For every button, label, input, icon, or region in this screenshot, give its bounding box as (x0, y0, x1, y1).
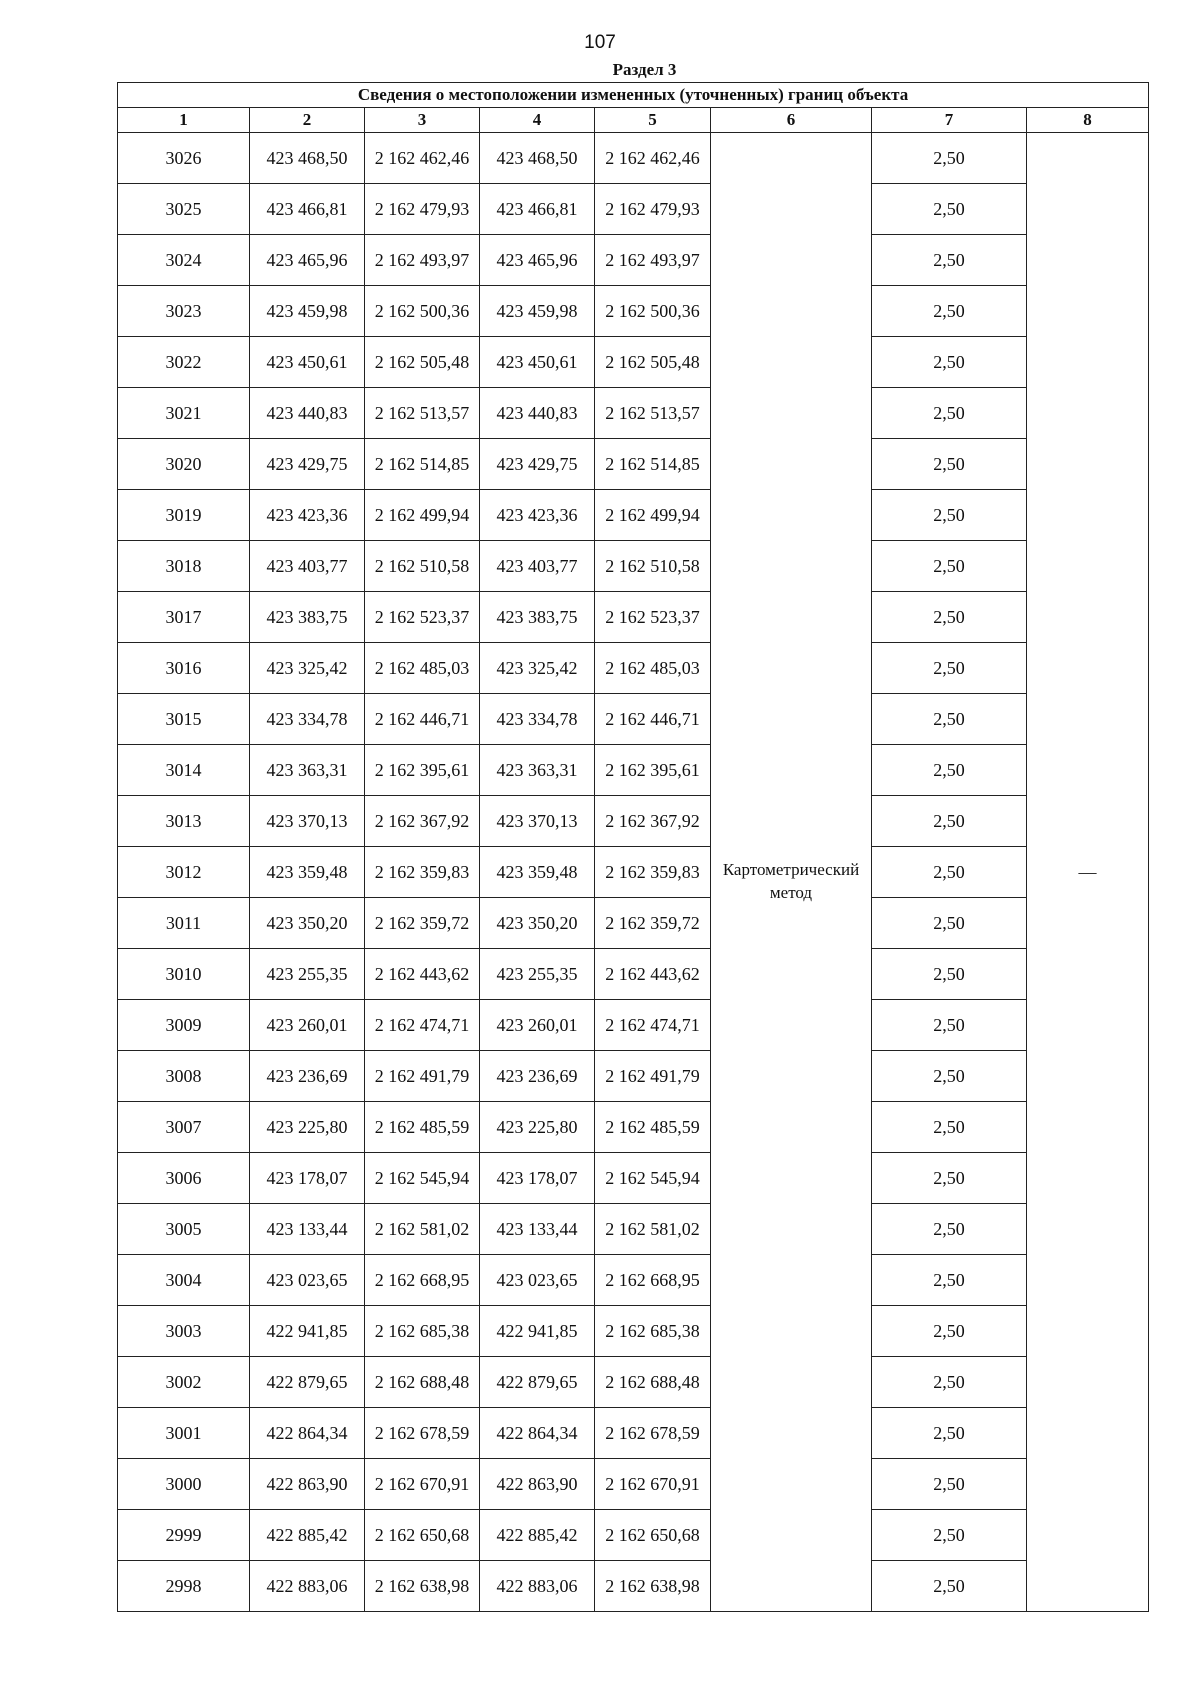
new-x-cell: 423 468,50 (480, 133, 595, 184)
accuracy-cell: 2,50 (872, 1459, 1027, 1510)
column-header: 4 (480, 108, 595, 133)
table-row (118, 133, 1149, 184)
existing-y-cell: 2 162 510,58 (365, 541, 480, 592)
existing-x-cell: 422 863,90 (250, 1459, 365, 1510)
new-x-cell: 423 450,61 (480, 337, 595, 388)
column-header: 6 (711, 108, 872, 133)
page-number: 107 (584, 32, 616, 53)
accuracy-cell: 2,50 (872, 1255, 1027, 1306)
column-8-cell: — (1027, 133, 1149, 1612)
existing-x-cell: 422 864,34 (250, 1408, 365, 1459)
accuracy-cell: 2,50 (872, 1204, 1027, 1255)
table-row (118, 1255, 1149, 1306)
new-y-cell: 2 162 491,79 (595, 1051, 711, 1102)
existing-y-cell: 2 162 670,91 (365, 1459, 480, 1510)
column-header: 2 (250, 108, 365, 133)
existing-y-cell: 2 162 678,59 (365, 1408, 480, 1459)
existing-y-cell: 2 162 638,98 (365, 1561, 480, 1612)
existing-y-cell: 2 162 688,48 (365, 1357, 480, 1408)
table-row (118, 1459, 1149, 1510)
existing-x-cell: 422 941,85 (250, 1306, 365, 1357)
new-y-cell: 2 162 493,97 (595, 235, 711, 286)
existing-x-cell: 422 879,65 (250, 1357, 365, 1408)
existing-y-cell: 2 162 367,92 (365, 796, 480, 847)
existing-x-cell: 423 459,98 (250, 286, 365, 337)
new-y-cell: 2 162 359,83 (595, 847, 711, 898)
new-x-cell: 423 350,20 (480, 898, 595, 949)
existing-y-cell: 2 162 650,68 (365, 1510, 480, 1561)
accuracy-cell: 2,50 (872, 847, 1027, 898)
table-row (118, 1153, 1149, 1204)
new-x-cell: 423 334,78 (480, 694, 595, 745)
point-number-cell: 3006 (118, 1153, 250, 1204)
column-header: 3 (365, 108, 480, 133)
point-number-cell: 3013 (118, 796, 250, 847)
new-y-cell: 2 162 395,61 (595, 745, 711, 796)
existing-y-cell: 2 162 500,36 (365, 286, 480, 337)
new-y-cell: 2 162 443,62 (595, 949, 711, 1000)
existing-y-cell: 2 162 545,94 (365, 1153, 480, 1204)
accuracy-cell: 2,50 (872, 1306, 1027, 1357)
table-row (118, 796, 1149, 847)
table-row (118, 286, 1149, 337)
column-header-row (118, 108, 1149, 133)
existing-y-cell: 2 162 581,02 (365, 1204, 480, 1255)
existing-x-cell: 423 133,44 (250, 1204, 365, 1255)
new-y-cell: 2 162 638,98 (595, 1561, 711, 1612)
accuracy-cell: 2,50 (872, 1408, 1027, 1459)
new-y-cell: 2 162 446,71 (595, 694, 711, 745)
point-number-cell: 3000 (118, 1459, 250, 1510)
table-row (118, 847, 1149, 898)
new-x-cell: 423 370,13 (480, 796, 595, 847)
new-y-cell: 2 162 479,93 (595, 184, 711, 235)
new-y-cell: 2 162 545,94 (595, 1153, 711, 1204)
new-y-cell: 2 162 485,59 (595, 1102, 711, 1153)
point-number-cell: 3012 (118, 847, 250, 898)
section-title: Раздел 3 (612, 60, 677, 79)
new-x-cell: 423 466,81 (480, 184, 595, 235)
table-row (118, 1051, 1149, 1102)
new-x-cell: 422 885,42 (480, 1510, 595, 1561)
existing-x-cell: 423 363,31 (250, 745, 365, 796)
table-row (118, 184, 1149, 235)
point-number-cell: 3024 (118, 235, 250, 286)
table-title: Сведения о местоположении измененных (уточненных) границ объекта (118, 83, 1149, 108)
existing-y-cell: 2 162 505,48 (365, 337, 480, 388)
new-y-cell: 2 162 514,85 (595, 439, 711, 490)
accuracy-cell: 2,50 (872, 1102, 1027, 1153)
table-body (118, 133, 1149, 1612)
table-row (118, 1204, 1149, 1255)
point-number-cell: 3001 (118, 1408, 250, 1459)
accuracy-cell: 2,50 (872, 694, 1027, 745)
new-y-cell: 2 162 500,36 (595, 286, 711, 337)
new-x-cell: 423 383,75 (480, 592, 595, 643)
new-x-cell: 423 225,80 (480, 1102, 595, 1153)
accuracy-cell: 2,50 (872, 745, 1027, 796)
point-number-cell: 3026 (118, 133, 250, 184)
new-y-cell: 2 162 367,92 (595, 796, 711, 847)
existing-y-cell: 2 162 514,85 (365, 439, 480, 490)
point-number-cell: 3003 (118, 1306, 250, 1357)
existing-y-cell: 2 162 499,94 (365, 490, 480, 541)
table-row (118, 745, 1149, 796)
accuracy-cell: 2,50 (872, 1357, 1027, 1408)
table-row (118, 643, 1149, 694)
new-x-cell: 422 879,65 (480, 1357, 595, 1408)
existing-x-cell: 423 370,13 (250, 796, 365, 847)
existing-y-cell: 2 162 395,61 (365, 745, 480, 796)
point-number-cell: 3023 (118, 286, 250, 337)
new-y-cell: 2 162 650,68 (595, 1510, 711, 1561)
existing-x-cell: 423 440,83 (250, 388, 365, 439)
existing-y-cell: 2 162 685,38 (365, 1306, 480, 1357)
table-row (118, 1000, 1149, 1051)
table-row (118, 949, 1149, 1000)
point-number-cell: 3014 (118, 745, 250, 796)
existing-y-cell: 2 162 491,79 (365, 1051, 480, 1102)
table-row (118, 1357, 1149, 1408)
new-x-cell: 423 133,44 (480, 1204, 595, 1255)
accuracy-cell: 2,50 (872, 1510, 1027, 1561)
new-y-cell: 2 162 462,46 (595, 133, 711, 184)
point-number-cell: 3022 (118, 337, 250, 388)
existing-x-cell: 423 383,75 (250, 592, 365, 643)
new-y-cell: 2 162 685,38 (595, 1306, 711, 1357)
point-number-cell: 3025 (118, 184, 250, 235)
accuracy-cell: 2,50 (872, 235, 1027, 286)
existing-x-cell: 423 423,36 (250, 490, 365, 541)
existing-x-cell: 423 403,77 (250, 541, 365, 592)
table-row (118, 1561, 1149, 1612)
point-number-cell: 3016 (118, 643, 250, 694)
table-row (118, 1306, 1149, 1357)
existing-x-cell: 423 334,78 (250, 694, 365, 745)
point-number-cell: 2998 (118, 1561, 250, 1612)
new-x-cell: 423 440,83 (480, 388, 595, 439)
new-x-cell: 423 465,96 (480, 235, 595, 286)
accuracy-cell: 2,50 (872, 898, 1027, 949)
accuracy-cell: 2,50 (872, 1561, 1027, 1612)
new-x-cell: 423 255,35 (480, 949, 595, 1000)
existing-y-cell: 2 162 485,03 (365, 643, 480, 694)
accuracy-cell: 2,50 (872, 1051, 1027, 1102)
existing-x-cell: 423 225,80 (250, 1102, 365, 1153)
boundary-table (117, 82, 1149, 1612)
point-number-cell: 3007 (118, 1102, 250, 1153)
new-x-cell: 423 178,07 (480, 1153, 595, 1204)
existing-y-cell: 2 162 446,71 (365, 694, 480, 745)
new-x-cell: 422 941,85 (480, 1306, 595, 1357)
accuracy-cell: 2,50 (872, 1153, 1027, 1204)
point-number-cell: 3021 (118, 388, 250, 439)
point-number-cell: 3008 (118, 1051, 250, 1102)
accuracy-cell: 2,50 (872, 1000, 1027, 1051)
existing-x-cell: 423 450,61 (250, 337, 365, 388)
point-number-cell: 3002 (118, 1357, 250, 1408)
accuracy-cell: 2,50 (872, 439, 1027, 490)
table-row (118, 337, 1149, 388)
new-x-cell: 423 325,42 (480, 643, 595, 694)
table-row (118, 592, 1149, 643)
new-y-cell: 2 162 485,03 (595, 643, 711, 694)
new-x-cell: 423 363,31 (480, 745, 595, 796)
existing-x-cell: 422 885,42 (250, 1510, 365, 1561)
accuracy-cell: 2,50 (872, 541, 1027, 592)
existing-x-cell: 423 325,42 (250, 643, 365, 694)
table-row (118, 388, 1149, 439)
accuracy-cell: 2,50 (872, 388, 1027, 439)
existing-y-cell: 2 162 493,97 (365, 235, 480, 286)
table-row (118, 1510, 1149, 1561)
new-y-cell: 2 162 688,48 (595, 1357, 711, 1408)
new-x-cell: 423 403,77 (480, 541, 595, 592)
table-row (118, 541, 1149, 592)
table-row (118, 235, 1149, 286)
existing-x-cell: 423 465,96 (250, 235, 365, 286)
existing-y-cell: 2 162 479,93 (365, 184, 480, 235)
point-number-cell: 3011 (118, 898, 250, 949)
accuracy-cell: 2,50 (872, 592, 1027, 643)
point-number-cell: 3009 (118, 1000, 250, 1051)
point-number-cell: 3004 (118, 1255, 250, 1306)
table-row (118, 1102, 1149, 1153)
existing-x-cell: 423 359,48 (250, 847, 365, 898)
new-y-cell: 2 162 668,95 (595, 1255, 711, 1306)
point-number-cell: 3015 (118, 694, 250, 745)
existing-y-cell: 2 162 359,83 (365, 847, 480, 898)
existing-x-cell: 423 255,35 (250, 949, 365, 1000)
existing-y-cell: 2 162 462,46 (365, 133, 480, 184)
new-x-cell: 423 423,36 (480, 490, 595, 541)
existing-x-cell: 423 466,81 (250, 184, 365, 235)
new-x-cell: 423 260,01 (480, 1000, 595, 1051)
existing-x-cell: 423 468,50 (250, 133, 365, 184)
table-row (118, 898, 1149, 949)
new-y-cell: 2 162 670,91 (595, 1459, 711, 1510)
new-y-cell: 2 162 474,71 (595, 1000, 711, 1051)
column-header: 8 (1027, 108, 1149, 133)
existing-y-cell: 2 162 443,62 (365, 949, 480, 1000)
accuracy-cell: 2,50 (872, 643, 1027, 694)
new-y-cell: 2 162 359,72 (595, 898, 711, 949)
new-x-cell: 423 459,98 (480, 286, 595, 337)
new-y-cell: 2 162 678,59 (595, 1408, 711, 1459)
existing-x-cell: 423 023,65 (250, 1255, 365, 1306)
existing-y-cell: 2 162 668,95 (365, 1255, 480, 1306)
accuracy-cell: 2,50 (872, 490, 1027, 541)
existing-x-cell: 423 429,75 (250, 439, 365, 490)
point-number-cell: 2999 (118, 1510, 250, 1561)
existing-x-cell: 423 178,07 (250, 1153, 365, 1204)
existing-x-cell: 422 883,06 (250, 1561, 365, 1612)
new-y-cell: 2 162 510,58 (595, 541, 711, 592)
new-y-cell: 2 162 505,48 (595, 337, 711, 388)
new-y-cell: 2 162 499,94 (595, 490, 711, 541)
existing-x-cell: 423 260,01 (250, 1000, 365, 1051)
point-number-cell: 3018 (118, 541, 250, 592)
existing-y-cell: 2 162 513,57 (365, 388, 480, 439)
table-row (118, 694, 1149, 745)
existing-y-cell: 2 162 359,72 (365, 898, 480, 949)
new-y-cell: 2 162 581,02 (595, 1204, 711, 1255)
column-header: 5 (595, 108, 711, 133)
accuracy-cell: 2,50 (872, 337, 1027, 388)
new-x-cell: 423 359,48 (480, 847, 595, 898)
accuracy-cell: 2,50 (872, 184, 1027, 235)
accuracy-cell: 2,50 (872, 133, 1027, 184)
new-x-cell: 423 236,69 (480, 1051, 595, 1102)
point-number-cell: 3017 (118, 592, 250, 643)
accuracy-cell: 2,50 (872, 796, 1027, 847)
existing-x-cell: 423 350,20 (250, 898, 365, 949)
new-x-cell: 423 429,75 (480, 439, 595, 490)
new-y-cell: 2 162 523,37 (595, 592, 711, 643)
table-row (118, 1408, 1149, 1459)
point-number-cell: 3020 (118, 439, 250, 490)
column-header: 1 (118, 108, 250, 133)
existing-x-cell: 423 236,69 (250, 1051, 365, 1102)
new-x-cell: 422 864,34 (480, 1408, 595, 1459)
column-header: 7 (872, 108, 1027, 133)
table-row (118, 490, 1149, 541)
table-row (118, 439, 1149, 490)
accuracy-cell: 2,50 (872, 949, 1027, 1000)
point-number-cell: 3010 (118, 949, 250, 1000)
existing-y-cell: 2 162 485,59 (365, 1102, 480, 1153)
method-cell: Картометрический метод (711, 133, 872, 1612)
new-x-cell: 422 863,90 (480, 1459, 595, 1510)
point-number-cell: 3005 (118, 1204, 250, 1255)
new-x-cell: 423 023,65 (480, 1255, 595, 1306)
new-x-cell: 422 883,06 (480, 1561, 595, 1612)
existing-y-cell: 2 162 474,71 (365, 1000, 480, 1051)
point-number-cell: 3019 (118, 490, 250, 541)
accuracy-cell: 2,50 (872, 286, 1027, 337)
existing-y-cell: 2 162 523,37 (365, 592, 480, 643)
new-y-cell: 2 162 513,57 (595, 388, 711, 439)
